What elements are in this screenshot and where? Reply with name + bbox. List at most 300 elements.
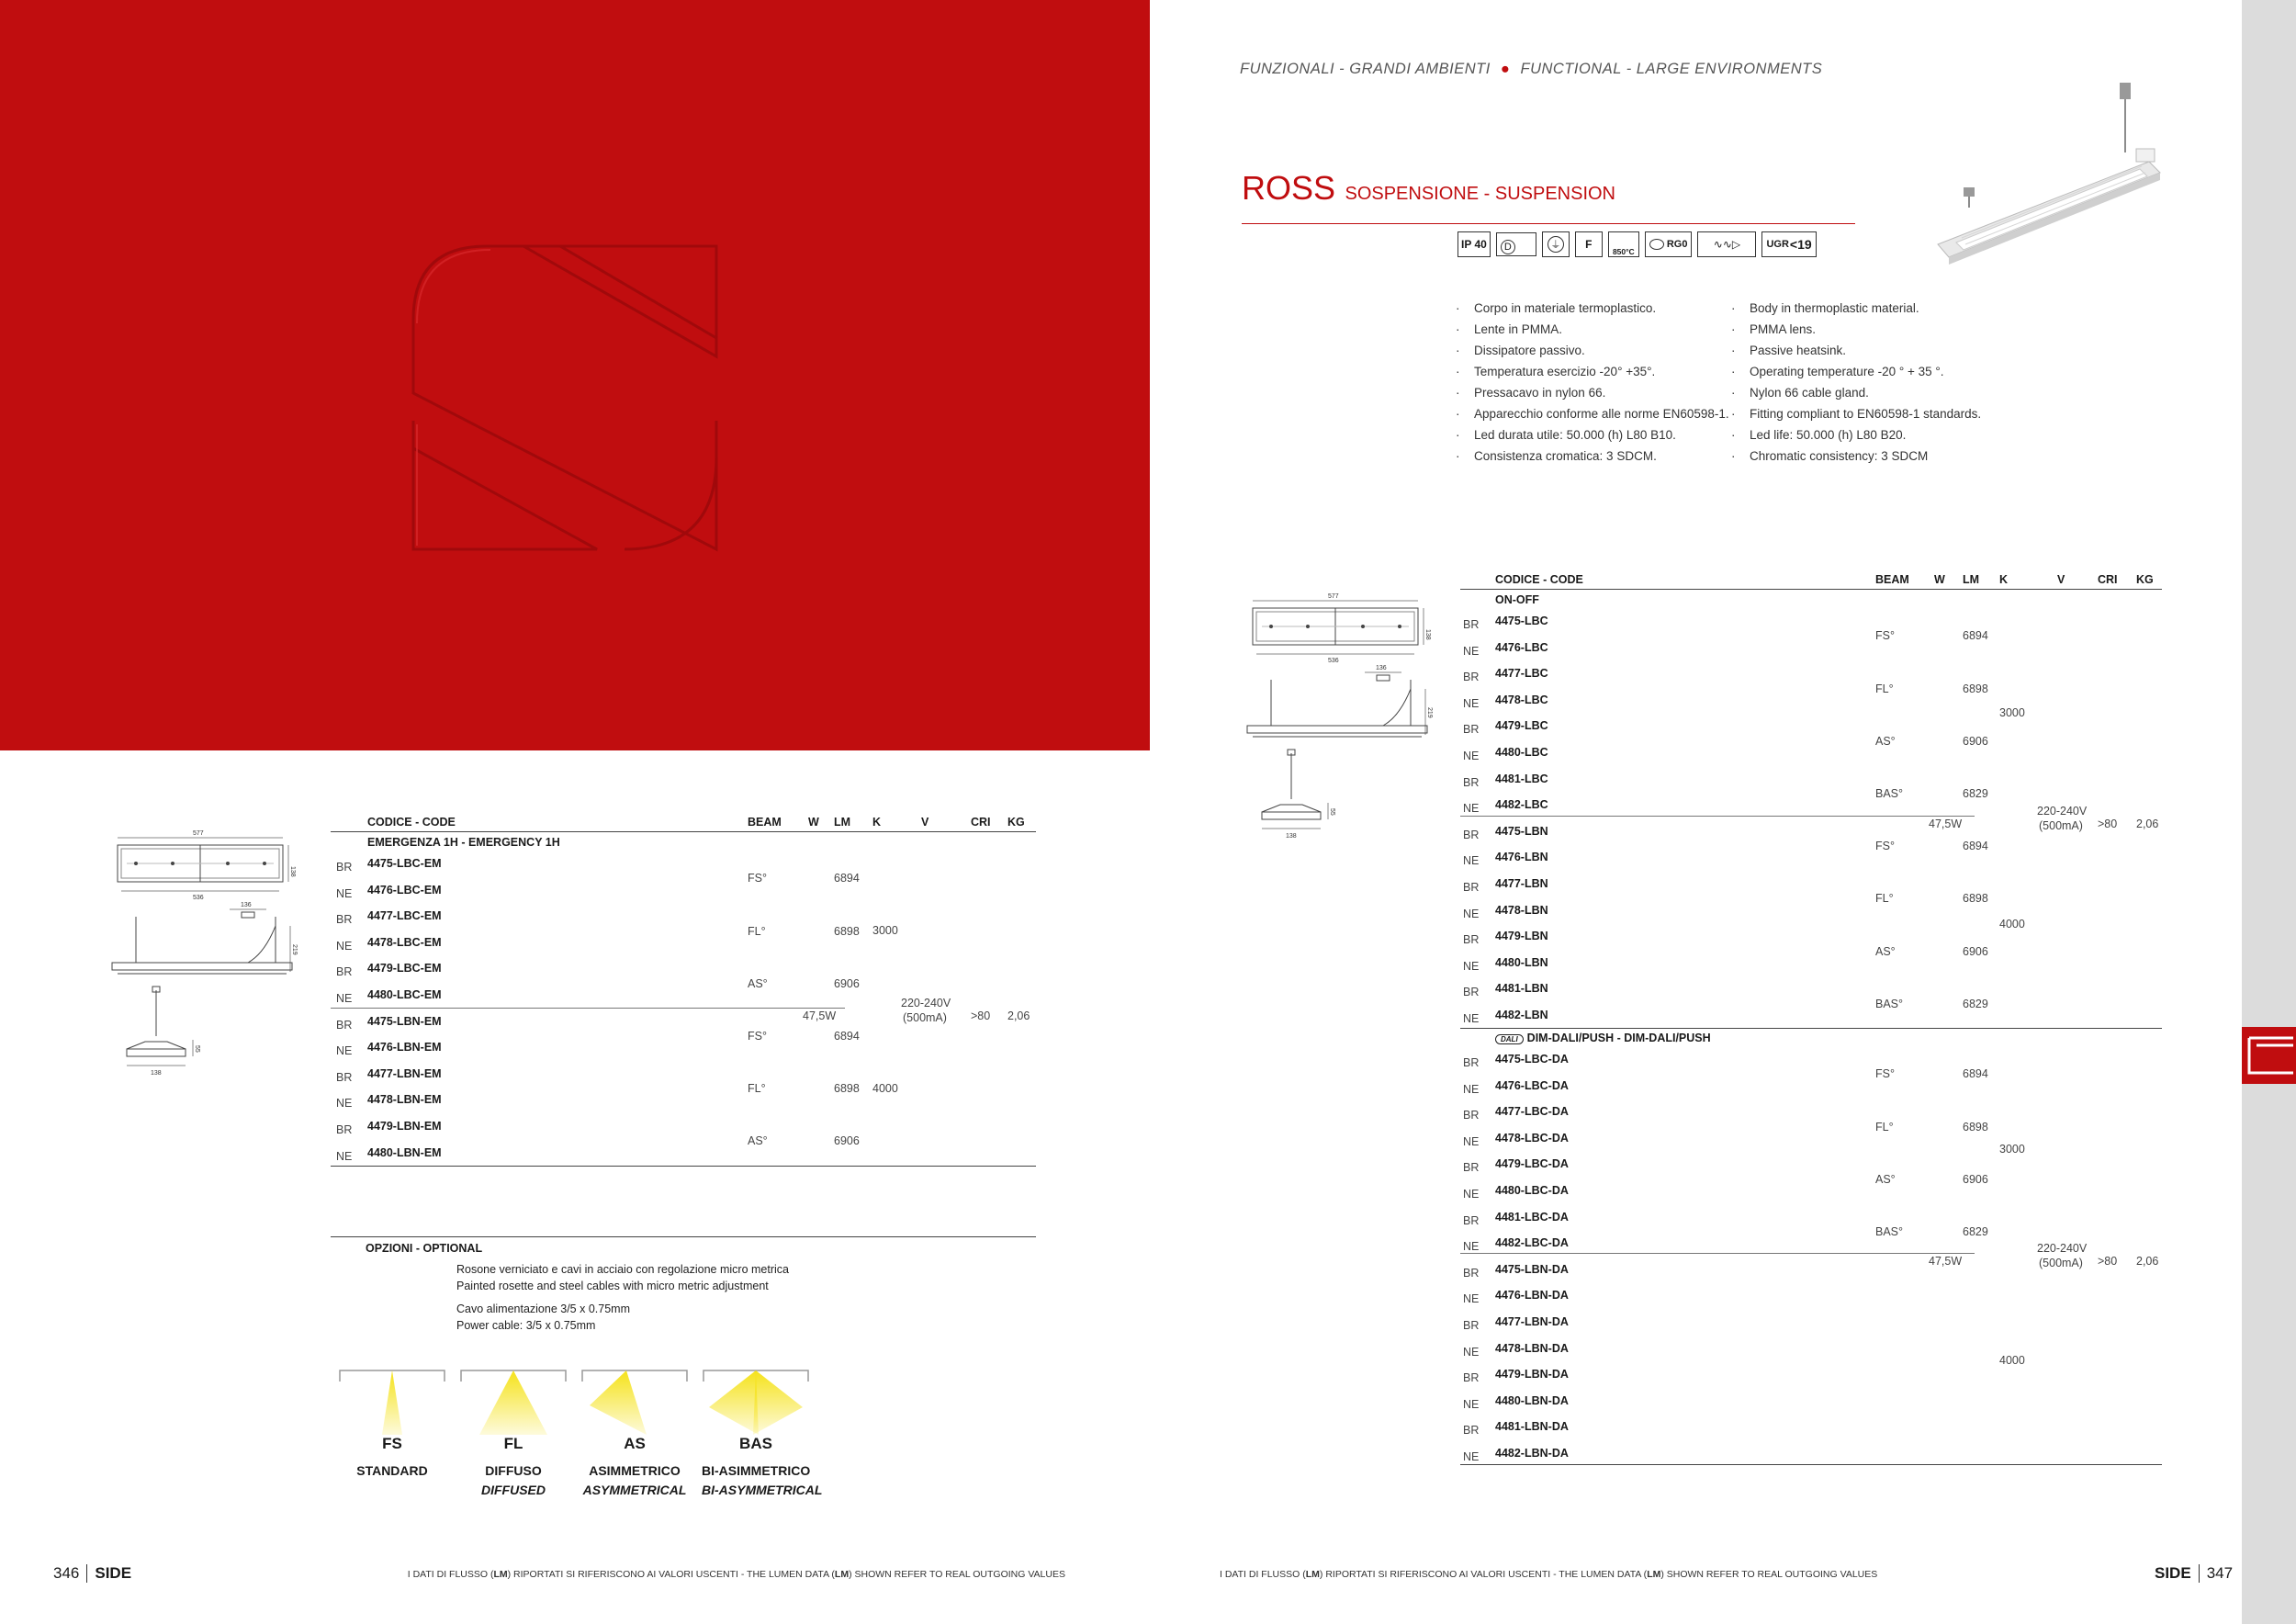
undefined-kg: 2,06 [2136, 818, 2159, 830]
undefined-beam: FS° [1875, 629, 1895, 643]
undefined-end-line [1460, 1464, 2162, 1465]
undefined-header-line [331, 831, 1036, 832]
undefined-row-finish: BR [1463, 775, 1480, 789]
undefined-kg: 2,06 [2136, 1255, 2159, 1268]
undefined-row-finish: NE [336, 1149, 353, 1163]
section-header-en: FUNCTIONAL - LARGE ENVIRONMENTS [1520, 61, 1823, 77]
undefined-beam: FL° [748, 1082, 766, 1096]
undefined-row-code: 4480-LBC [1495, 746, 1548, 759]
undefined-row-finish: NE [1463, 1012, 1480, 1025]
undefined-lm: 6898 [834, 1082, 860, 1096]
beam-name-it: BI-ASIMMETRICO [702, 1463, 811, 1478]
feature-text: Pressacavo in nylon 66. [1474, 386, 1606, 400]
feature-text: Dissipatore passivo. [1474, 344, 1585, 357]
undefined-beam: FS° [1875, 840, 1895, 853]
undefined-lm: 6906 [834, 976, 860, 990]
undefined-row-code: 4475-LBN-EM [367, 1014, 442, 1028]
undefined-header-v: V [921, 816, 929, 829]
undefined-header-kg: KG [2136, 573, 2154, 586]
note-part-1r: I DATI DI FLUSSO ( [1220, 1569, 1306, 1580]
undefined-row-finish: NE [1463, 1345, 1480, 1359]
undefined-group-label [1495, 1032, 1711, 1044]
bullet-icon: · [1456, 449, 1460, 463]
certification-badges [1458, 231, 1817, 257]
undefined-row-finish: NE [336, 992, 353, 1005]
left-drawing-dim-138b: 138 [151, 1070, 162, 1077]
undefined-v1: 220-240V [2037, 1242, 2088, 1255]
note-part-3: ) SHOWN REFER TO REAL OUTGOING VALUES [849, 1569, 1065, 1580]
undefined-row-finish: BR [1463, 1266, 1480, 1280]
undefined-row-finish: NE [336, 939, 353, 953]
feature-text: Apparecchio conforme alle norme EN60598-1. [1474, 407, 1729, 421]
undefined-header-k: K [1999, 573, 2009, 586]
undefined-kg: 2,06 [1007, 1009, 1030, 1022]
right-drawing-dim-536: 536 [1328, 658, 1339, 664]
feature-text: Led life: 50.000 (h) L80 B20. [1750, 428, 1907, 442]
undefined-row-code: 4476-LBN-DA [1495, 1289, 1569, 1303]
brand-left: SIDE [95, 1564, 132, 1582]
undefined-lm: 6894 [1963, 1067, 1988, 1081]
right-drawing-dim-138a: 138 [1424, 629, 1431, 640]
beam-name-it: ASIMMETRICO [589, 1463, 681, 1478]
undefined-lm: 6906 [1963, 1172, 1988, 1186]
bullet-icon: · [1731, 322, 1736, 336]
undefined-row-finish: BR [1463, 1424, 1480, 1438]
left-product-table [331, 816, 1036, 1169]
note-part-1: I DATI DI FLUSSO ( [407, 1569, 494, 1580]
optional-line-4: Power cable: 3/5 x 0.75mm [456, 1319, 596, 1332]
undefined-header-v: V [2057, 573, 2065, 586]
feature-text: Fitting compliant to EN60598-1 standards. [1750, 407, 1982, 421]
undefined-header-beam: BEAM [1875, 573, 1909, 586]
undefined-header-w: W [1934, 573, 1945, 586]
undefined-row-code: 4479-LBC-EM [367, 962, 442, 976]
undefined-lm: 6898 [1963, 892, 1988, 906]
undefined-row-code: 4475-LBC-EM [367, 857, 442, 870]
undefined-header-lm: LM [834, 816, 851, 829]
feature-text: PMMA lens. [1750, 322, 1817, 336]
undefined-beam: BAS° [1875, 1224, 1904, 1238]
optional-title: OPZIONI - OPTIONAL [366, 1242, 483, 1255]
beam-legend-item [459, 1369, 568, 1506]
left-drawing-dim-138a: 138 [289, 866, 296, 877]
undefined-row-finish: BR [1463, 618, 1480, 631]
feature-item [1456, 340, 1729, 361]
undefined-row-code: 4482-LBN [1495, 1009, 1548, 1021]
undefined-k: 3000 [872, 924, 898, 937]
dali-icon: DALI [1495, 1034, 1524, 1044]
dimension-drawing-right [1244, 588, 1436, 863]
undefined-row-code: 4478-LBN-DA [1495, 1341, 1569, 1355]
note-lm-2: LM [834, 1569, 850, 1580]
right-product-table [1460, 573, 2162, 1464]
undefined-row-finish: BR [336, 1018, 353, 1032]
undefined-row-code: 4477-LBN [1495, 877, 1548, 890]
product-name: ross [1242, 157, 1336, 210]
feature-item [1731, 340, 1981, 361]
undefined-beam: AS° [748, 976, 768, 990]
note-lm: LM [493, 1569, 508, 1580]
feature-text: Temperatura esercizio -20° +35°. [1474, 365, 1656, 378]
undefined-row-finish: NE [1463, 907, 1480, 920]
undefined-row-code: 4480-LBN-DA [1495, 1393, 1569, 1407]
undefined-row-code: 4482-LBC-DA [1495, 1236, 1569, 1250]
beam-fs-icon [338, 1369, 446, 1438]
feature-item [1456, 445, 1729, 467]
glow-wire-icon: 850°C [1608, 231, 1639, 257]
undefined-lm: 6894 [834, 872, 860, 885]
undefined-beam: AS° [1875, 1172, 1896, 1186]
feature-text: Corpo in materiale termoplastico. [1474, 301, 1657, 315]
undefined-row-finish: BR [1463, 671, 1480, 684]
feature-item [1731, 403, 1981, 424]
note-part-3r: ) SHOWN REFER TO REAL OUTGOING VALUES [1660, 1569, 1878, 1580]
beam-code: AS [624, 1435, 646, 1452]
undefined-beam: BAS° [1875, 997, 1904, 1010]
bullet-icon: · [1456, 344, 1460, 357]
undefined-row-finish: NE [1463, 1240, 1480, 1254]
undefined-row-code: 4477-LBN-DA [1495, 1315, 1569, 1328]
f-mark-icon: F [1575, 231, 1603, 257]
undefined-end-line [331, 1166, 1036, 1167]
undefined-row-code: 4481-LBC-DA [1495, 1210, 1569, 1224]
undefined-end-line [1460, 1028, 2162, 1029]
undefined-group-text: ON-OFF [1495, 593, 1539, 606]
right-drawing-svg [1244, 588, 1436, 863]
right-drawing-dim-136: 136 [1376, 665, 1387, 671]
undefined-row-code: 4480-LBC-EM [367, 988, 442, 1001]
undefined-row-finish: NE [1463, 1450, 1480, 1463]
beam-as-icon [580, 1369, 689, 1438]
section-bullet-icon: ● [1500, 61, 1511, 77]
feature-item [1731, 319, 1981, 340]
rg-label: RG0 [1666, 239, 1688, 250]
undefined-row-finish: NE [1463, 750, 1480, 762]
right-drawing-dim-577: 577 [1328, 593, 1339, 600]
bullet-icon: · [1456, 301, 1460, 315]
undefined-row-code: 4477-LBC-DA [1495, 1105, 1569, 1119]
undefined-cri: >80 [971, 1009, 991, 1022]
bullet-icon: · [1456, 322, 1460, 336]
undefined-row-finish: BR [1463, 828, 1480, 841]
bullet-icon: · [1731, 386, 1736, 400]
undefined-row-finish: BR [336, 1123, 353, 1136]
undefined-row-finish: NE [1463, 802, 1480, 816]
ugr-value: <19 [1789, 237, 1812, 252]
beam-code: BAS [739, 1435, 772, 1452]
undefined-k: 4000 [1999, 1354, 2025, 1367]
undefined-row-finish: NE [1463, 1082, 1480, 1096]
bullet-icon: · [1731, 449, 1736, 463]
undefined-beam: AS° [1875, 944, 1896, 958]
undefined-mid-line [1460, 1253, 1975, 1254]
footer-note-left [408, 1569, 1065, 1580]
undefined-cri: >80 [2098, 818, 2118, 830]
undefined-lm: 6898 [834, 924, 860, 938]
ip-badge: IP 40 [1458, 231, 1491, 257]
undefined-header-k: K [872, 816, 882, 829]
feature-text: Operating temperature -20 ° + 35 °. [1750, 365, 1944, 378]
section-header-it: FUNZIONALI - GRANDI AMBIENTI [1240, 61, 1491, 77]
undefined-v2: (500mA) [903, 1011, 947, 1024]
feature-text: Consistenza cromatica: 3 SDCM. [1474, 449, 1657, 463]
note-part-2: ) RIPORTATI SI RIFERISCONO AI VALORI USCENTI - THE LUMEN DATA ( [507, 1569, 835, 1580]
undefined-lm: 6829 [1963, 1224, 1988, 1238]
undefined-row-code: 4479-LBN-DA [1495, 1368, 1569, 1382]
page-number-right: 347 [2206, 1564, 2234, 1582]
undefined-beam: FL° [1875, 1120, 1894, 1133]
ugr-badge [1761, 231, 1816, 257]
right-drawing-dim-219: 219 [1426, 707, 1433, 718]
undefined-w: 47,5W [1929, 818, 1963, 830]
undefined-row-finish: BR [1463, 1161, 1480, 1175]
undefined-lm: 6894 [834, 1029, 860, 1043]
driver-icon: ∿∿▷ [1697, 231, 1756, 257]
beam-bas-icon [702, 1369, 810, 1438]
class-one-icon: ⏚ [1542, 231, 1570, 257]
d-rating-label: D [1501, 240, 1515, 254]
right-drawing-dim-138b: 138 [1286, 833, 1297, 840]
ugr-label: UGR [1766, 239, 1789, 250]
side-logo-emboss-icon [404, 237, 726, 558]
bullet-icon: · [1731, 365, 1736, 378]
undefined-row-finish: NE [1463, 1292, 1480, 1306]
undefined-row-code: 4476-LBC-DA [1495, 1078, 1569, 1092]
undefined-header-line [1460, 589, 2162, 590]
undefined-beam: FS° [748, 872, 767, 885]
undefined-row-finish: NE [1463, 1188, 1480, 1201]
undefined-row-code: 4478-LBN-EM [367, 1093, 442, 1107]
beam-fl-icon [459, 1369, 568, 1438]
undefined-beam: AS° [1875, 734, 1896, 748]
undefined-lm: 6906 [1963, 944, 1988, 958]
left-drawing-dim-577: 577 [193, 830, 204, 837]
undefined-row-code: 4480-LBN-EM [367, 1145, 442, 1159]
undefined-row-code: 4479-LBC-DA [1495, 1157, 1569, 1171]
note-lm-r: LM [1305, 1569, 1320, 1580]
undefined-row-code: 4480-LBC-DA [1495, 1184, 1569, 1197]
bullet-icon: · [1456, 386, 1460, 400]
undefined-row-code: 4479-LBN [1495, 930, 1548, 943]
undefined-lm: 6829 [1963, 786, 1988, 800]
undefined-row-code: 4477-LBN-EM [367, 1066, 442, 1080]
undefined-row-finish: BR [336, 861, 353, 874]
undefined-row-finish: NE [1463, 696, 1480, 710]
undefined-row-code: 4481-LBN-DA [1495, 1420, 1569, 1434]
section-header [1240, 61, 1822, 78]
beam-legend [338, 1369, 823, 1506]
left-drawing-dim-136: 136 [241, 902, 252, 908]
feature-text: Nylon 66 cable gland. [1750, 386, 1869, 400]
beam-legend-item [338, 1369, 446, 1506]
undefined-row-code: 4476-LBC [1495, 640, 1548, 654]
bullet-icon: · [1731, 407, 1736, 421]
beam-legend-item [580, 1369, 689, 1506]
photobiological-risk-icon [1645, 231, 1693, 257]
undefined-w: 47,5W [803, 1009, 837, 1022]
feature-item [1456, 319, 1729, 340]
undefined-beam: FS° [1875, 1067, 1895, 1081]
bullet-icon: · [1731, 301, 1736, 315]
undefined-mid-line [331, 1008, 845, 1009]
undefined-row-finish: BR [1463, 1056, 1480, 1069]
undefined-group-text: DIM-DALI/PUSH - DIM-DALI/PUSH [1526, 1032, 1711, 1044]
undefined-row-finish: BR [1463, 1213, 1480, 1227]
undefined-k: 4000 [872, 1082, 898, 1095]
optional-line-2: Painted rosette and steel cables with micro metric adjustment [456, 1280, 769, 1292]
beam-name-it: STANDARD [356, 1463, 428, 1478]
bullet-icon: · [1731, 428, 1736, 442]
product-subtitle: SOSPENSIONE - SUSPENSION [1345, 184, 1615, 204]
undefined-v1: 220-240V [901, 997, 951, 1009]
undefined-row-code: 4479-LBN-EM [367, 1120, 442, 1133]
beam-name-en: BI-ASYMMETRICAL [702, 1483, 823, 1497]
bullet-icon: · [1456, 428, 1460, 442]
undefined-row-code: 4477-LBC [1495, 667, 1548, 681]
undefined-header-lm: LM [1963, 573, 1980, 586]
undefined-lm: 6906 [1963, 734, 1988, 748]
undefined-row-finish: BR [1463, 1319, 1480, 1332]
undefined-row-finish: BR [336, 913, 353, 927]
undefined-row-code: 4482-LBN-DA [1495, 1447, 1569, 1460]
undefined-row-finish: BR [1463, 1371, 1480, 1385]
undefined-beam: AS° [748, 1134, 768, 1148]
feature-item [1456, 424, 1729, 445]
chapter-tab-icon [2242, 1027, 2296, 1084]
feature-item [1456, 361, 1729, 382]
undefined-row-code: 4478-LBC-EM [367, 935, 442, 949]
undefined-row-finish: NE [1463, 1134, 1480, 1148]
undefined-lm: 6894 [1963, 629, 1988, 643]
undefined-header-beam: BEAM [748, 816, 782, 829]
undefined-cri: >80 [2098, 1255, 2118, 1268]
undefined-lm: 6906 [834, 1134, 860, 1148]
undefined-row-finish: BR [1463, 933, 1480, 947]
undefined-row-code: 4478-LBC [1495, 693, 1548, 706]
feature-item [1731, 382, 1981, 403]
undefined-beam: FL° [1875, 892, 1894, 906]
bullet-icon: · [1456, 407, 1460, 421]
bullet-icon: · [1456, 365, 1460, 378]
page-number-left: 346 [53, 1564, 80, 1582]
undefined-header-cri: CRI [2098, 573, 2118, 586]
title-underline [1242, 223, 1855, 224]
undefined-k: 4000 [1999, 918, 2025, 930]
undefined-lm: 6894 [1963, 840, 1988, 853]
undefined-beam: FL° [1875, 682, 1894, 695]
optional-line-1: Rosone verniciato e cavi in acciaio con regolazione micro metrica [456, 1263, 789, 1276]
undefined-header-kg: KG [1007, 816, 1025, 829]
undefined-lm: 6829 [1963, 997, 1988, 1010]
right-drawing-dim-55: 55 [1329, 808, 1335, 816]
undefined-row-code: 4477-LBC-EM [367, 909, 442, 923]
undefined-v2: (500mA) [2039, 819, 2083, 832]
undefined-row-code: 4479-LBC [1495, 719, 1548, 733]
undefined-row-finish: BR [1463, 986, 1480, 999]
undefined-row-finish: NE [1463, 1397, 1480, 1411]
undefined-header-code: CODICE - CODE [1495, 573, 1583, 586]
feature-item [1456, 298, 1729, 319]
note-part-2r: ) RIPORTATI SI RIFERISCONO AI VALORI USCENTI - THE LUMEN DATA ( [1319, 1569, 1648, 1580]
left-drawing-dim-536: 536 [193, 895, 204, 901]
feature-item [1731, 445, 1981, 467]
undefined-w: 47,5W [1929, 1255, 1963, 1268]
beam-name-en: DIFFUSED [481, 1483, 546, 1497]
undefined-row-code: 4475-LBN [1495, 824, 1548, 838]
feature-text: Led durata utile: 50.000 (h) L80 B10. [1474, 428, 1676, 442]
chapter-tab [2242, 1027, 2296, 1084]
product-photo [1929, 81, 2167, 274]
undefined-row-code: 4476-LBN [1495, 851, 1548, 864]
brand-right: SIDE [2155, 1564, 2191, 1582]
feature-item [1456, 382, 1729, 403]
beam-name-it: DIFFUSO [485, 1463, 542, 1478]
features-en-list [1731, 298, 1981, 467]
feature-item [1731, 298, 1981, 319]
feature-text: Chromatic consistency: 3 SDCM [1750, 449, 1929, 463]
undefined-row-finish: NE [336, 1097, 353, 1111]
optional-top-line [331, 1236, 1036, 1237]
undefined-row-finish: NE [336, 886, 353, 900]
undefined-row-finish: BR [336, 1070, 353, 1084]
undefined-row-code: 4481-LBN [1495, 982, 1548, 996]
bullet-icon: · [1731, 344, 1736, 357]
undefined-row-code: 4478-LBN [1495, 903, 1548, 917]
undefined-beam: FL° [748, 924, 766, 938]
page-edge-strip [2242, 0, 2296, 1624]
undefined-row-code: 4475-LBC-DA [1495, 1053, 1569, 1066]
undefined-row-code: 4475-LBN-DA [1495, 1262, 1569, 1276]
feature-item [1456, 403, 1729, 424]
undefined-header-code: CODICE - CODE [367, 816, 456, 829]
undefined-row-code: 4476-LBC-EM [367, 883, 442, 897]
undefined-header-w: W [808, 816, 819, 829]
undefined-row-finish: NE [336, 1044, 353, 1058]
undefined-row-finish: NE [1463, 854, 1480, 868]
feature-text: Passive heatsink. [1750, 344, 1847, 357]
left-drawing-dim-219: 219 [291, 944, 298, 955]
undefined-v1: 220-240V [2037, 805, 2088, 818]
beam-code: FS [382, 1435, 402, 1452]
footer-note-right [1220, 1569, 1877, 1580]
undefined-k: 3000 [1999, 1143, 2025, 1156]
dimension-drawing-left [108, 825, 301, 1100]
beam-name-en: ASYMMETRICAL [582, 1483, 687, 1497]
footer-right [2155, 1564, 2233, 1583]
undefined-beam: FS° [748, 1029, 767, 1043]
red-cover-panel [0, 0, 1150, 750]
undefined-row-code: 4475-LBC [1495, 615, 1548, 627]
undefined-row-code: 4478-LBC-DA [1495, 1131, 1569, 1145]
left-drawing-svg [108, 825, 301, 1100]
left-drawing-dim-55: 55 [194, 1045, 200, 1053]
note-lm-2r: LM [1647, 1569, 1661, 1580]
undefined-group-text: EMERGENZA 1H - EMERGENCY 1H [367, 836, 560, 849]
product-title [1242, 156, 1615, 211]
undefined-group-label [367, 836, 560, 849]
undefined-row-finish: BR [1463, 881, 1480, 894]
undefined-row-finish: NE [1463, 959, 1480, 973]
undefined-group-label [1495, 593, 1539, 606]
feature-text: Lente in PMMA. [1474, 322, 1563, 336]
undefined-lm: 6898 [1963, 682, 1988, 695]
d-rating-icon [1496, 232, 1536, 256]
feature-item [1731, 361, 1981, 382]
undefined-v2: (500mA) [2039, 1257, 2083, 1269]
undefined-row-code: 4476-LBN-EM [367, 1041, 442, 1054]
footer-left [53, 1564, 131, 1583]
feature-item [1731, 424, 1981, 445]
